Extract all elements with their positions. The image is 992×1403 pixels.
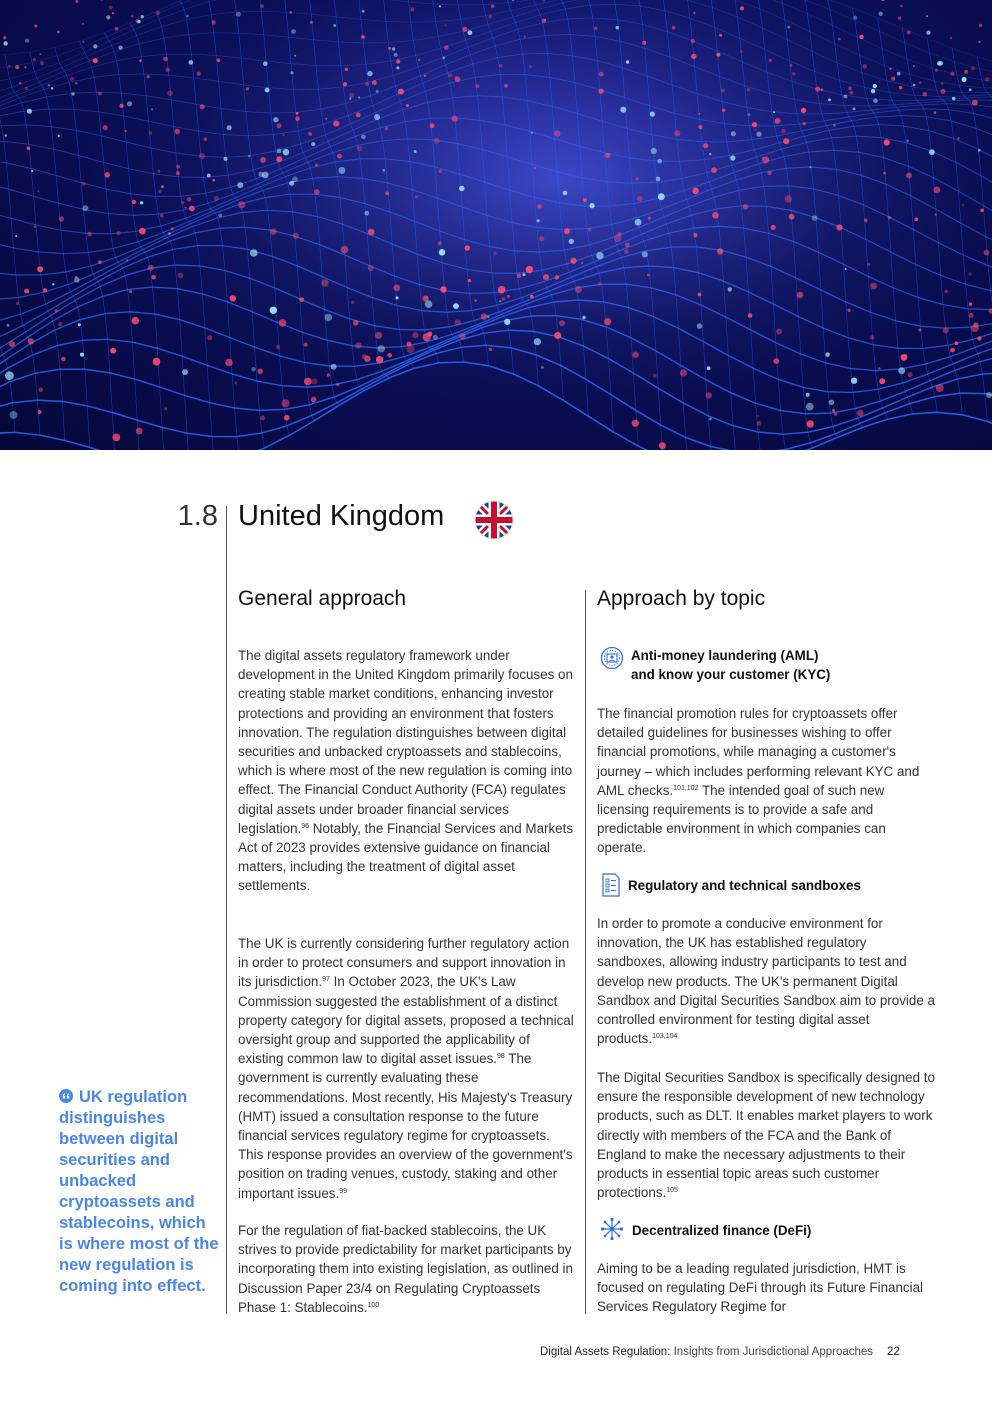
sandboxes-title: Regulatory and technical sandboxes <box>628 878 861 893</box>
defi-title: Decentralized finance (DeFi) <box>632 1223 812 1238</box>
general-approach-paragraph-2: The UK is currently considering further regulatory action in order to protect consumers and support innovation in its jurisdiction.$^{97}$ In October 2023, the UK's Law Commission suggested the establishment of a distinct property category for digital assets, proposed a technical oversight group and supported the applicability of existing common law to digital asset issues.$^{98}$ The government is currently evaluating these recommendations. Most recently, His Majesty's Treasury (HMT) issued a consultation response to the future financial services regulatory regime for cryptoassets. This response provides an overview of the government's position on trading venues, custody, staking and other important issues.$^{99}$ <box>238 936 574 1201</box>
hero-image <box>0 0 992 450</box>
aml-kyc-title: Anti-money laundering (AML) and know your customer (KYC) <box>631 648 831 682</box>
general-approach-heading: General approach <box>238 587 407 610</box>
approach-by-topic-heading: Approach by topic <box>597 587 766 610</box>
sandboxes-paragraph-2: The Digital Securities Sandbox is specifically designed to ensure the responsible development of new technology products, such as DLT. It enables market players to work directly with members of the FCA and the Bank of England to make the necessary adjustments to their products in essential topic areas such customer protections.$^{105}$ <box>597 1070 935 1201</box>
page-footer <box>540 1346 900 1358</box>
footer-doc-subtitle: Insights from Jurisdictional Approaches <box>673 1346 874 1358</box>
footnote-ref[interactable]: 98 <box>497 1053 505 1061</box>
footnote-ref[interactable]: 97 <box>322 976 330 984</box>
general-approach-paragraph-3: For the regulation of fiat-backed stablecoins, the UK strives to provide predictability for market participants by incorporating them into existing legislation, as outlined in Discussion Paper 23/4 on Regulating Cryptoassets Phase 1: Stablecoins.$^{100}$ <box>238 1223 573 1315</box>
network-icon <box>600 1217 624 1241</box>
footnote-ref[interactable]: 100 <box>367 1301 380 1309</box>
hero-digital-wave-graphic <box>0 0 992 450</box>
footnote-ref[interactable]: 103,104 <box>652 1033 678 1041</box>
page-title: United Kingdom <box>238 500 445 532</box>
page-number: 22 <box>887 1346 900 1358</box>
aml-kyc-paragraph: The financial promotion rules for cryptoassets offer detailed guidelines for businesses wishing to offer financial promotions, while managing a customer's journey – which includes performing relevant KYC and AML checks.$^{101,102}$ The intended goal of such new licensing requirements is to provide a safe and predictable environment in which companies can operate. <box>597 706 920 856</box>
footnote-ref[interactable]: 101,102 <box>673 784 699 792</box>
uk-flag-icon <box>474 500 514 540</box>
left-divider-line <box>226 506 227 1314</box>
defi-paragraph: Aiming to be a leading regulated jurisdiction, HMT is focused on regulating DeFi through its Future Financial Services Regulatory Regime for <box>597 1261 924 1315</box>
sandboxes-paragraph-1: In order to promote a conducive environment for innovation, the UK has established regulatory sandboxes, allowing industry participants to test and develop new products. The UK's permanent Digital Sandbox and Digital Securities Sandbox aim to provide a controlled environment for testing digital asset products.$^{103,104}$ <box>597 916 935 1047</box>
column-divider-line <box>585 590 586 1314</box>
footnote-ref[interactable]: 99 <box>339 1187 348 1195</box>
pull-quote: UK regulation distinguishes between digital securities and unbacked cryptoassets and stablecoins, which is where most of the new regulation is coming into effect. <box>59 1088 219 1295</box>
footnote-ref[interactable]: 105 <box>666 1187 678 1195</box>
footer-doc-title: Digital Assets Regulation: <box>540 1346 671 1358</box>
quote-icon <box>59 1089 73 1103</box>
general-approach-paragraph-1: The digital assets regulatory framework under development in the United Kingdom primarily focuses on creating stable market conditions, enhancing investor protections and providing an environment that fosters innovation. The regulation distinguishes between digital securities and unbacked cryptoassets and stablecoins, which is where most of the new regulation is coming into effect. The Financial Conduct Authority (FCA) regulates digital assets under broader financial services legislation.$^{96}$ Notably, the Financial Services and Markets Act of 2023 provides extensive guidance on financial matters, including the treatment of digital asset settlements. <box>238 648 574 894</box>
footnote-ref[interactable]: 96 <box>301 822 310 830</box>
checklist-icon <box>600 873 622 897</box>
section-number: 1.8 <box>177 500 218 532</box>
aml-kyc-icon <box>600 646 624 670</box>
